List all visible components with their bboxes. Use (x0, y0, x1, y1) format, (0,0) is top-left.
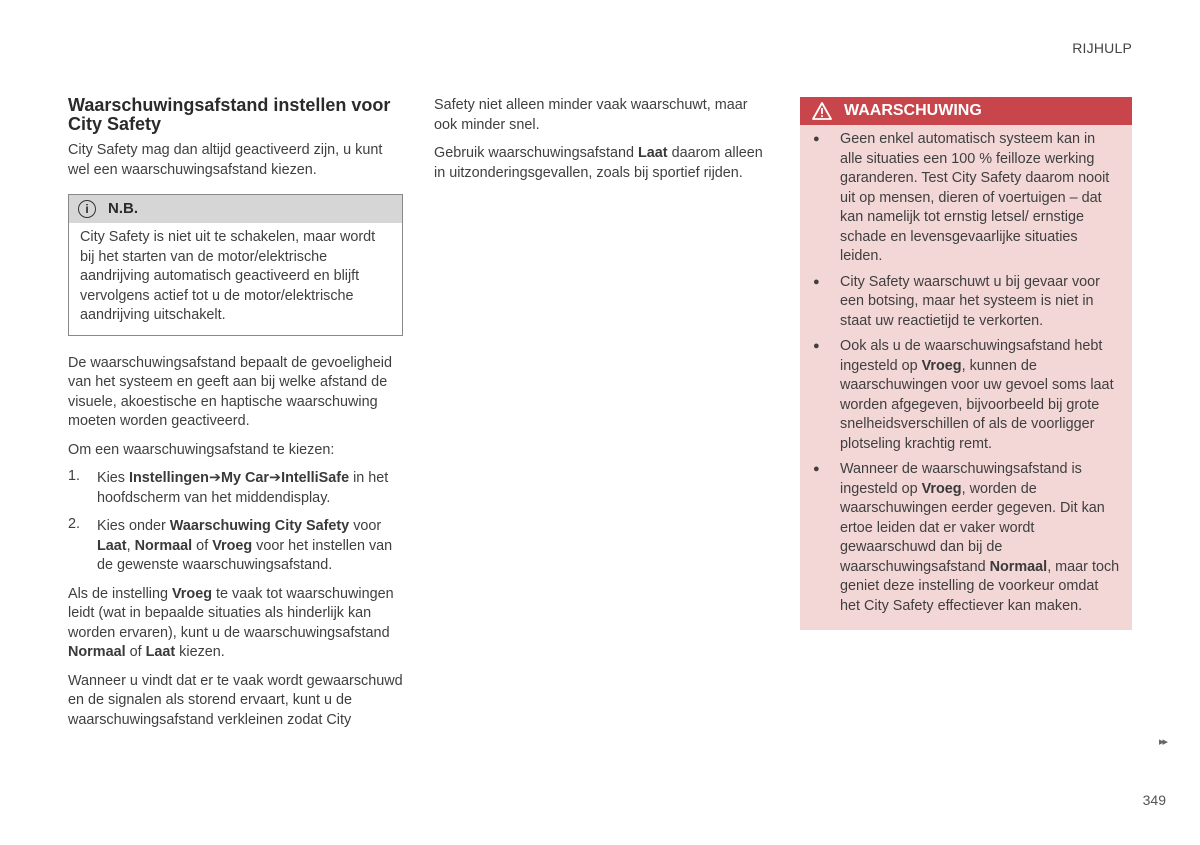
warning-item (800, 460, 1120, 616)
bullet-icon: ● (813, 275, 820, 288)
column-middle (434, 96, 769, 192)
warning-item (800, 130, 1120, 267)
text: daarom alleen in uitzonderingsgevallen, zoals bij sportief rijden. (434, 145, 763, 181)
bullet-icon: ● (813, 340, 820, 352)
step-number: 2. (68, 516, 81, 532)
warning-text: Geen enkel automatisch systeem kan in alle situaties een 100 % feilloze werking garanderen. Test City Safety daarom nooit uit op mensen, dieren of voertuigen – dat kan namelijk tot ernstig letsel/ ernstige schade en levensgevaarlijke situaties leiden. (840, 131, 1110, 264)
warning-text: City Safety waarschuwt u bij gevaar voor een botsing, maar het systeem is niet in staat uw reactietijd te verkorten. (840, 273, 1100, 329)
option-laat: Laat (637, 145, 668, 161)
paragraph-continuation: Safety niet alleen minder vaak waarschuwt, maar ook minder snel. (434, 97, 748, 133)
setting-name: Waarschuwing City Safety (169, 518, 350, 534)
option-vroeg: Vroeg (172, 585, 212, 602)
bullet-icon: ● (813, 133, 820, 145)
paragraph-choose: Om een waarschuwingsafstand te kiezen: (68, 441, 335, 458)
warning-header (800, 97, 1132, 125)
text: of (125, 644, 146, 660)
warning-triangle-icon (812, 102, 832, 120)
section-title: Waarschuwingsafstand instellen voor City Safety (68, 95, 391, 134)
step-item (68, 469, 403, 508)
menu-instellingen: Instellingen (129, 470, 209, 486)
arrow-right-icon: ➔ (208, 470, 222, 486)
step-text: voor het instellen van de gewenste waarschuwingsafstand. (97, 537, 393, 573)
option-laat: Laat (97, 537, 127, 554)
steps-list (68, 469, 403, 576)
paragraph-laat-usage (434, 144, 769, 183)
note-box (68, 194, 403, 336)
option-normaal: Normaal (989, 558, 1048, 575)
warning-list (800, 125, 1132, 616)
step-text: of (192, 537, 213, 554)
note-label: N.B. (108, 200, 138, 218)
step-text: , (126, 537, 135, 554)
step-text: Kies onder (97, 518, 170, 534)
paragraph-too-often: Wanneer u vindt dat er te vaak wordt gewaarschuwd en de signalen als storend ervaart, kunt u de waarschuwingsafstand verkleinen zodat City (68, 672, 403, 728)
menu-intellisafe: IntelliSafe (281, 470, 350, 486)
step-text: voor (349, 518, 382, 534)
step-item (68, 517, 403, 576)
note-text: City Safety is niet uit te schakelen, maar wordt bij het starten van de motor/elektrische aandrijving automatisch geactiveerd en blijft vervolgens actief tot u de motor/elektrische aandrijving uitschakelt. (80, 229, 376, 323)
warning-box (800, 97, 1132, 630)
intro-paragraph: City Safety mag dan altijd geactiveerd zijn, u kunt wel een waarschuwingsafstand kiezen. (68, 142, 383, 178)
warning-label: WAARSCHUWING (844, 102, 982, 120)
text: kiezen. (175, 644, 225, 660)
step-number: 1. (68, 468, 81, 484)
option-vroeg: Vroeg (212, 537, 253, 554)
option-laat: Laat (145, 644, 176, 660)
warning-text: , kunnen de waarschuwingen voor uw gevoel soms laat worden afgegeven, bijvoorbeeld bij grote snelheidsverschillen of als de voorligger plotseling krachtig remt. (840, 357, 1114, 452)
continue-arrow-icon: ▸▸ (1158, 736, 1166, 748)
text: Gebruik waarschuwingsafstand (434, 145, 638, 161)
warning-text: , maar toch geniet deze instelling de voorkeur omdat het City Safety effectiever kan maken. (840, 558, 1120, 614)
paragraph-vroeg (68, 585, 403, 663)
warning-text: Wanneer de waarschuwingsafstand is ingesteld op (840, 461, 1082, 497)
page-number: 349 (1142, 792, 1166, 808)
text: Als de instelling (68, 585, 172, 602)
warning-item (800, 337, 1120, 454)
option-normaal: Normaal (68, 644, 126, 660)
bullet-icon: ● (813, 463, 820, 475)
step-text: Kies (97, 470, 129, 486)
warning-text: , worden de waarschuwingen eerder gegeven. Dit kan ertoe leiden dat er vaker wordt gewaarschuwd dan bij de waarschuwingsafstand (840, 480, 1105, 575)
paragraph-sensitivity: De waarschuwingsafstand bepaalt de gevoeligheid van het systeem en geeft aan bij welke afstand de visuele, akoestische en haptische waarschuwing moeten worden geactiveerd. (68, 354, 393, 429)
column-left (68, 96, 403, 739)
menu-my-car: My Car (221, 470, 270, 486)
option-vroeg: Vroeg (921, 357, 962, 374)
column-right (800, 97, 1132, 630)
note-header (69, 195, 402, 223)
info-icon: i (78, 200, 96, 218)
section-header: RIJHULP (1072, 40, 1132, 56)
text: te vaak tot waarschuwingen leidt (wat in bepaalde situaties als hinderlijk kan worden ervaren), kunt u de waarschuwingsafstand (68, 585, 394, 641)
arrow-right-icon: ➔ (269, 470, 282, 486)
option-normaal: Normaal (134, 537, 193, 554)
option-vroeg: Vroeg (921, 480, 962, 497)
warning-item (800, 273, 1120, 332)
step-text: in het hoofdscherm van het middendisplay. (97, 470, 389, 506)
warning-text: Ook als u de waarschuwingsafstand hebt ingesteld op (840, 338, 1103, 374)
